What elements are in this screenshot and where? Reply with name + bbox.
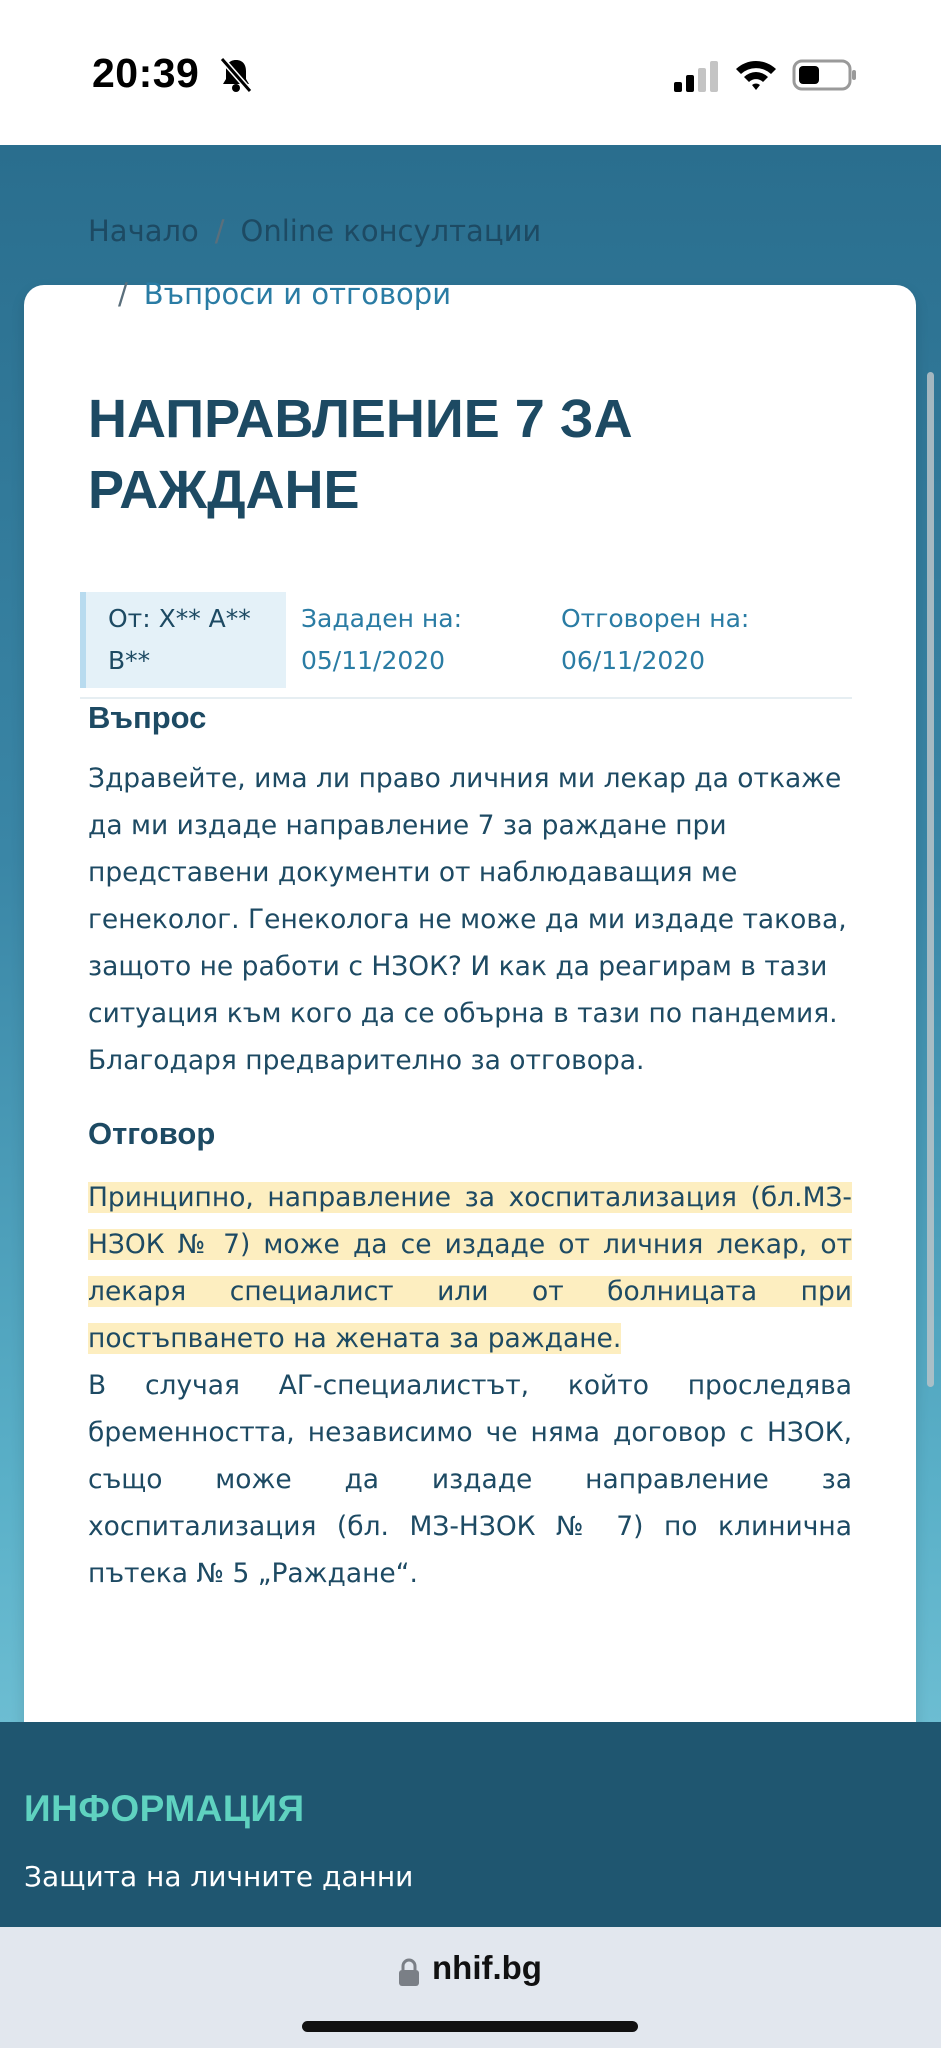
url-text[interactable]: nhif.bg	[432, 1949, 542, 1986]
meta-asked-label: Зададен на:	[301, 604, 462, 633]
breadcrumb	[88, 200, 868, 326]
footer-privacy-link[interactable]: Защита на личните данни	[24, 1860, 414, 1893]
scrollbar[interactable]	[927, 372, 934, 1387]
footer	[0, 1722, 941, 1927]
answer-heading: Отговор	[88, 1116, 216, 1151]
meta-asked-date: 05/11/2020	[301, 646, 446, 675]
meta-answered-date: 06/11/2020	[561, 646, 706, 675]
answer-text: В случая АГ-специалистът, който проследява бременността, независимо че няма договор с НЗОК, също може да издаде направление за хоспитализация (бл. МЗ-НЗОК № 7) по клинична пътека № 5 „Раждане“.	[88, 1370, 852, 1589]
footer-title: ИНФОРМАЦИЯ	[24, 1788, 305, 1829]
meta-answered-label: Отговорен на:	[561, 604, 750, 633]
cellular-signal-icon	[672, 60, 720, 94]
bell-muted-icon	[218, 56, 254, 94]
status-bar	[0, 0, 941, 145]
answer-body	[88, 1174, 852, 1597]
meta-from: От: Х** А** В**	[108, 604, 251, 675]
home-indicator[interactable]	[302, 2021, 638, 2032]
breadcrumb-separator: /	[214, 214, 225, 248]
breadcrumb-qa-link[interactable]: Въпроси и отговори	[143, 277, 452, 311]
answer-highlighted-text: Принципно, направление за хоспитализация (бл.МЗ-НЗОК № 7) може да се издаде от личния лекар, от лекаря специалист или от болницата при постъпването на жената за раждане.	[88, 1182, 852, 1354]
breadcrumb-home-link[interactable]: Начало	[88, 214, 199, 248]
meta-divider	[80, 697, 852, 699]
question-heading: Въпрос	[88, 700, 207, 735]
page-title: НАПРАВЛЕНИЕ 7 ЗА РАЖДАНЕ	[88, 389, 633, 520]
breadcrumb-separator: /	[118, 277, 128, 311]
breadcrumb-online-consultations-link[interactable]: Online консултации	[240, 214, 542, 248]
browser-url-bar[interactable]	[0, 1927, 941, 2048]
status-time: 20:39	[92, 50, 200, 96]
battery-icon	[792, 58, 858, 92]
lock-icon	[398, 1957, 420, 1987]
question-text: Здравейте, има ли право личния ми лекар да откаже да ми издаде направление 7 за раждане при представени документи от наблюдаващия ме генеколог. Генеколога не може да ми издаде такова, защото не работи с НЗОК? И как да реагирам в тази ситуация към кого да се обърна в тази по пандемия. Благодаря предварително за отговора.	[88, 763, 847, 1076]
wifi-icon	[734, 56, 778, 92]
